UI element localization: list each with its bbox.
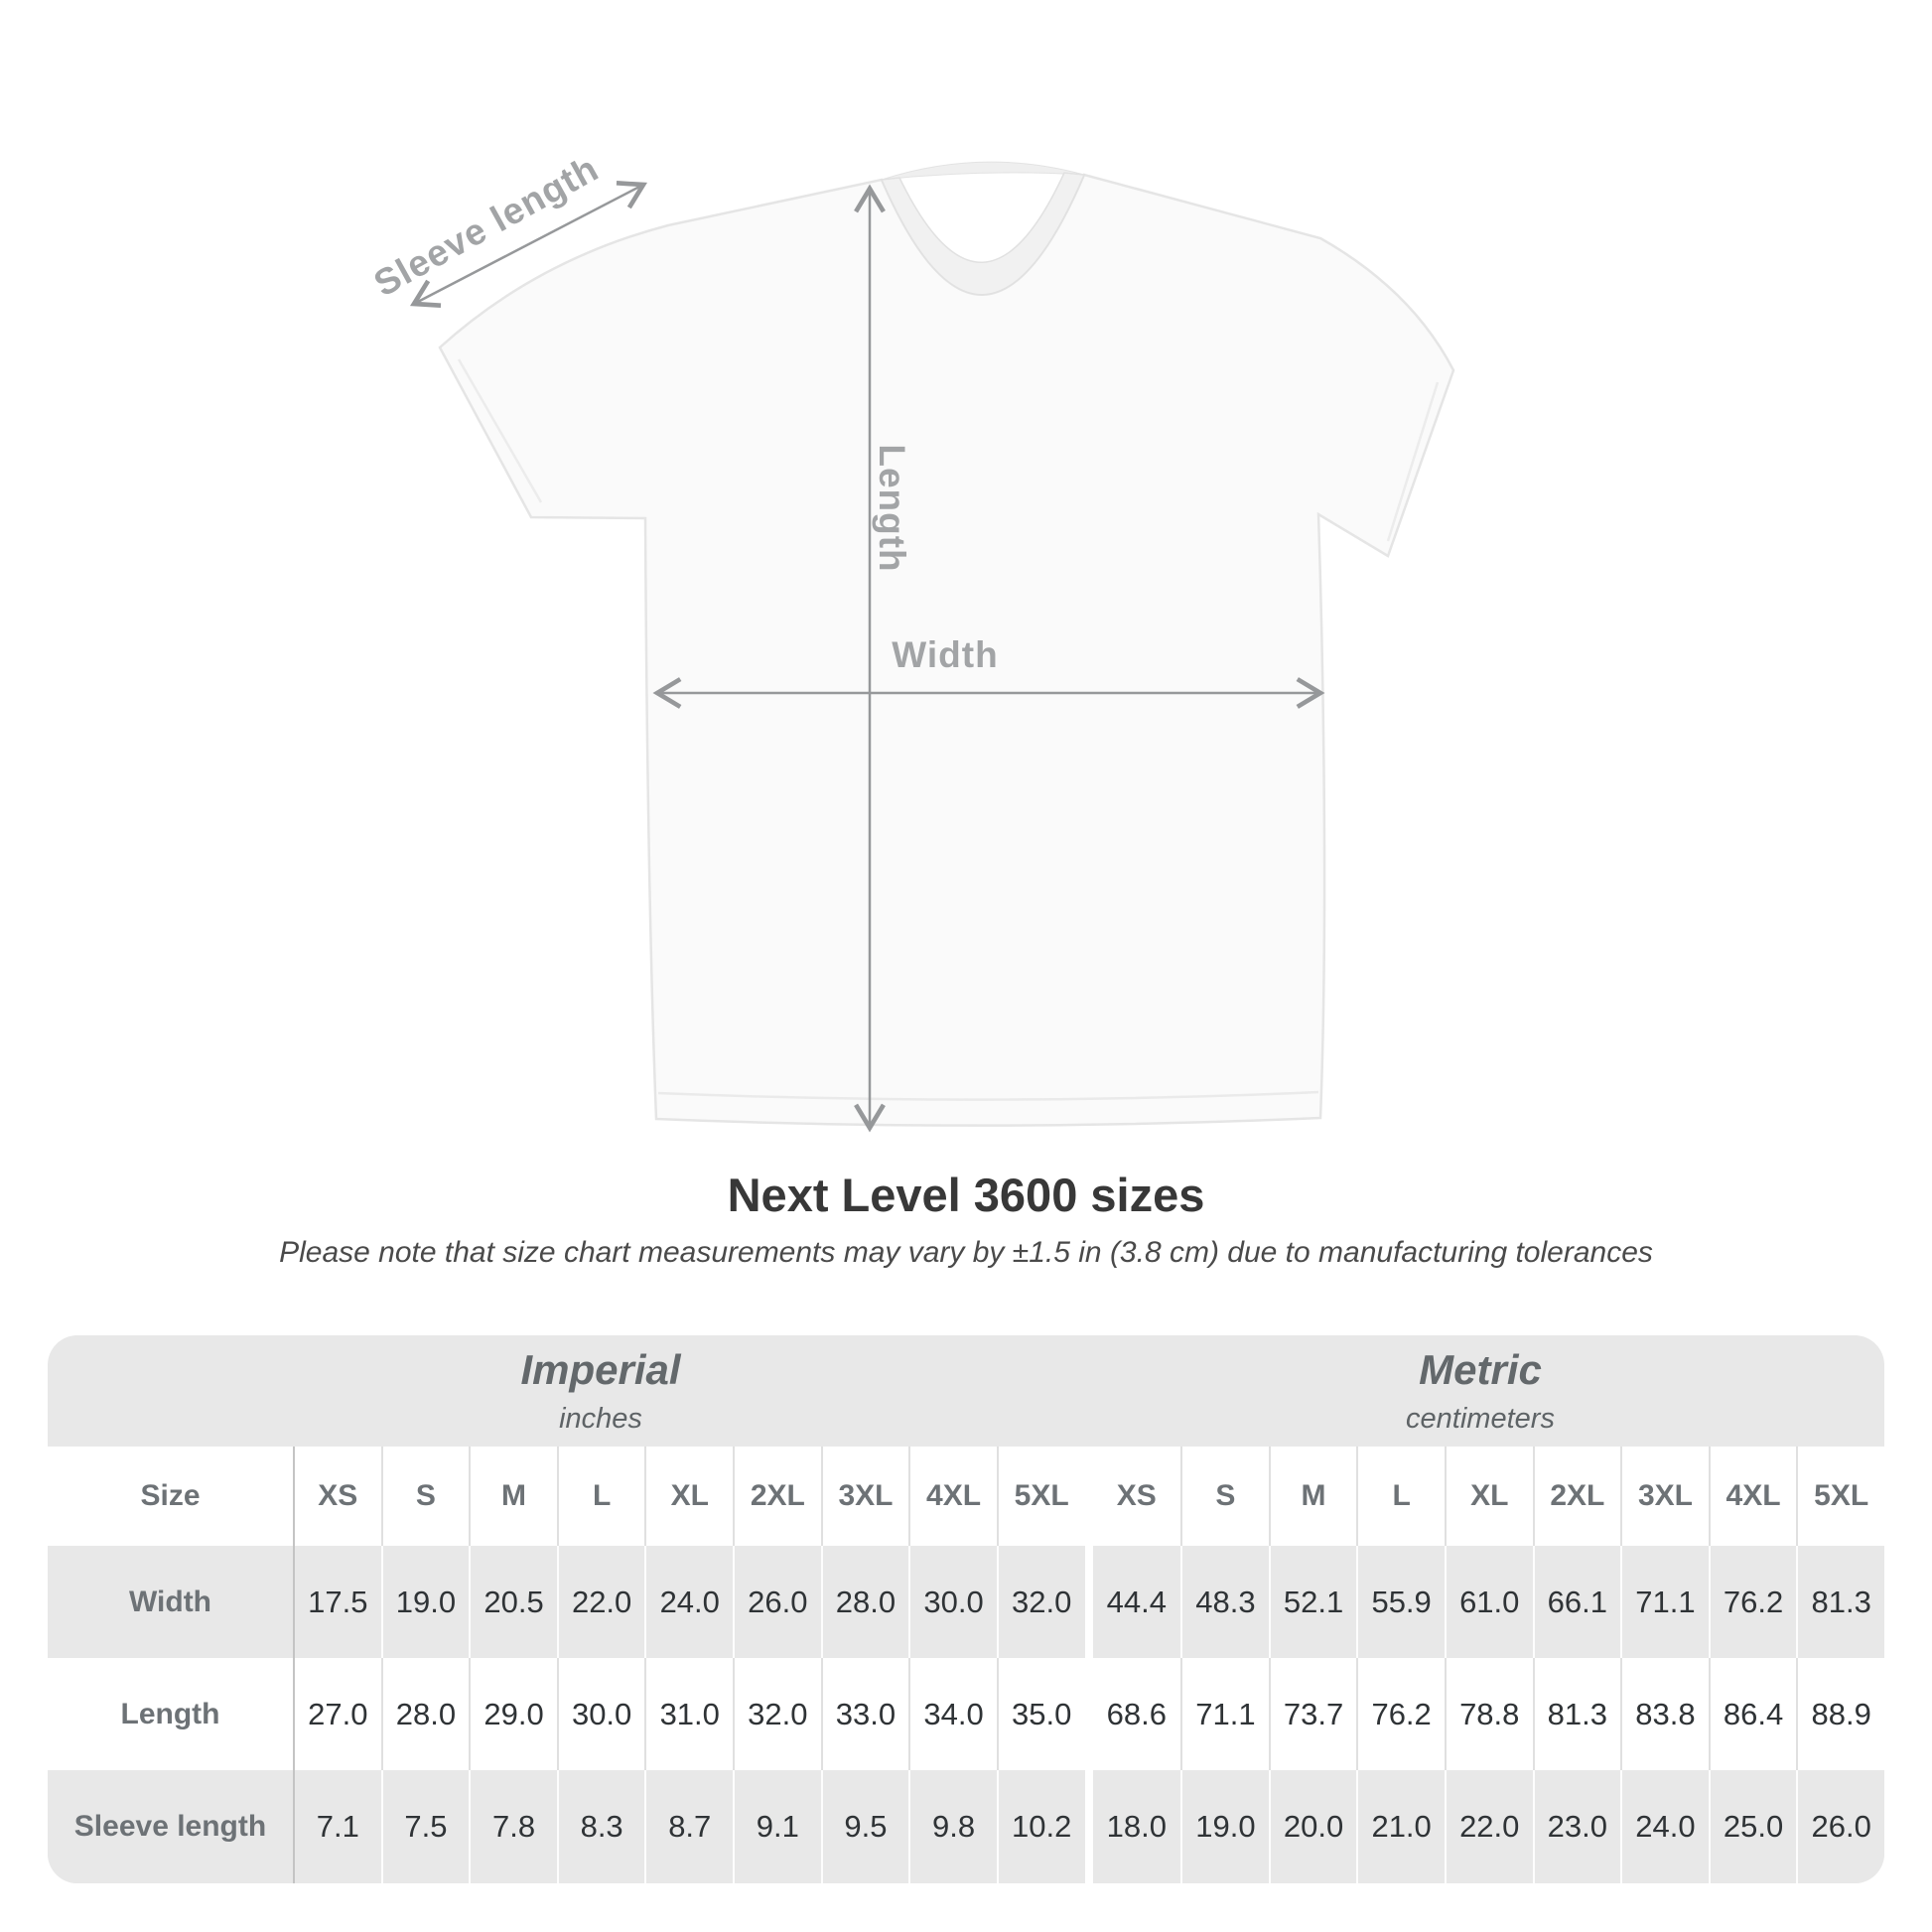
width-value-cell: 24.0 (644, 1546, 733, 1658)
sleeve-length-value-cell: 22.0 (1445, 1770, 1533, 1883)
size-header-cell: 2XL (1533, 1447, 1621, 1546)
unit-separator (1085, 1447, 1093, 1546)
unit-separator (1085, 1770, 1093, 1883)
length-value-cell: 76.2 (1356, 1658, 1445, 1770)
sleeve-length-value-cell: 19.0 (1180, 1770, 1269, 1883)
length-value-cell: 83.8 (1620, 1658, 1709, 1770)
tshirt-back-collar (882, 162, 1084, 180)
length-value-cell: 88.9 (1796, 1658, 1884, 1770)
length-value-cell: 35.0 (997, 1658, 1085, 1770)
size-header-cell: 3XL (1620, 1447, 1709, 1546)
width-value-cell: 44.4 (1106, 1584, 1167, 1619)
width-value-cell: 22.0 (557, 1546, 645, 1658)
width-value-cell: 26.0 (733, 1546, 821, 1658)
width-value-cell: 52.1 (1269, 1546, 1357, 1658)
length-value-cell: 73.7 (1269, 1658, 1357, 1770)
sleeve-length-value-cell: 9.8 (908, 1770, 997, 1883)
sleeve-length-value-cell: 9.5 (821, 1770, 909, 1883)
sleeve-length-value-cell: 20.0 (1269, 1770, 1357, 1883)
size-header-cell: XL (644, 1447, 733, 1546)
size-header-cell: L (1356, 1447, 1445, 1546)
sleeve-length-value-cell: 9.1 (733, 1770, 821, 1883)
title-block (0, 1168, 1932, 1270)
width-value-cell: 48.3 (1180, 1546, 1269, 1658)
length-value-cell: 27.0 (293, 1658, 381, 1770)
metric-label: Metric (1419, 1346, 1542, 1393)
width-value-cell: 20.5 (469, 1546, 557, 1658)
size-header-cell: M (1269, 1447, 1357, 1546)
size-header-cell: L (557, 1447, 645, 1546)
unit-separator (1085, 1658, 1093, 1770)
sleeve-length-value-cell: 10.2 (997, 1770, 1085, 1883)
size-header-cell: XL (1445, 1447, 1533, 1546)
width-value-cell: 19.0 (381, 1546, 470, 1658)
size-header-cell: 2XL (733, 1447, 821, 1546)
width-value-cell: 30.0 (908, 1546, 997, 1658)
table-row-length (48, 1658, 1884, 1770)
size-header-row (48, 1447, 1884, 1546)
size-header-cell: S (1180, 1447, 1269, 1546)
page-subtitle: Please note that size chart measurements may vary by ±1.5 in (3.8 cm) due to manufacturing tolerances (279, 1236, 1653, 1269)
page-title: Next Level 3600 sizes (727, 1169, 1205, 1221)
sleeve-length-value-cell: 8.3 (557, 1770, 645, 1883)
width-value-cell: 61.0 (1445, 1546, 1533, 1658)
size-header-cell: 4XL (908, 1447, 997, 1546)
size-header-cell: 3XL (821, 1447, 909, 1546)
sleeve-length-value-cell: 7.8 (469, 1770, 557, 1883)
unit-separator (1085, 1546, 1093, 1658)
length-value-cell: 28.0 (381, 1658, 470, 1770)
length-value-cell: 86.4 (1709, 1658, 1797, 1770)
table-row-sleeve-length (48, 1770, 1884, 1883)
length-label: Length (872, 444, 912, 573)
width-value-cell: 17.5 (293, 1546, 381, 1658)
sleeve-length-value-cell: 25.0 (1709, 1770, 1797, 1883)
length-value-cell: 32.0 (733, 1658, 821, 1770)
length-value-cell: 68.6 (1106, 1696, 1167, 1731)
width-value-cell: 28.0 (821, 1546, 909, 1658)
size-header-cell: XS (293, 1447, 381, 1546)
size-header-cell: S (381, 1447, 470, 1546)
row-label-length: Length (120, 1697, 220, 1730)
sleeve-length-value-cell: 8.7 (644, 1770, 733, 1883)
size-chart-table (48, 1335, 1884, 1883)
sleeve-length-value-cell: 23.0 (1533, 1770, 1621, 1883)
length-value-cell: 71.1 (1180, 1658, 1269, 1770)
sleeve-length-value-cell: 18.0 (1106, 1809, 1167, 1844)
length-value-cell: 33.0 (821, 1658, 909, 1770)
sleeve-length-value-cell: 7.5 (381, 1770, 470, 1883)
length-value-cell: 30.0 (557, 1658, 645, 1770)
sleeve-length-label: Sleeve length (366, 147, 606, 305)
width-value-cell: 81.3 (1796, 1546, 1884, 1658)
sleeve-length-value-cell: 7.1 (293, 1770, 381, 1883)
imperial-sublabel: inches (559, 1403, 642, 1435)
table-row-width (48, 1546, 1884, 1658)
size-header-cell: 4XL (1709, 1447, 1797, 1546)
length-value-cell: 29.0 (469, 1658, 557, 1770)
sleeve-length-value-cell: 24.0 (1620, 1770, 1709, 1883)
length-value-cell: 81.3 (1533, 1658, 1621, 1770)
sleeve-length-value-cell: 21.0 (1356, 1770, 1445, 1883)
metric-header (1406, 1335, 1555, 1447)
metric-sublabel: centimeters (1406, 1403, 1555, 1435)
length-value-cell: 78.8 (1445, 1658, 1533, 1770)
length-value-cell: 34.0 (908, 1658, 997, 1770)
size-header-cell: 5XL (997, 1447, 1085, 1546)
width-value-cell: 55.9 (1356, 1546, 1445, 1658)
size-header-cell: 5XL (1796, 1447, 1884, 1546)
unit-header-band (48, 1335, 1884, 1447)
row-label-width: Width (128, 1585, 212, 1618)
width-value-cell: 76.2 (1709, 1546, 1797, 1658)
row-label-sleeve-length: Sleeve length (73, 1810, 267, 1843)
width-label: Width (892, 634, 999, 675)
sleeve-length-value-cell: 26.0 (1796, 1770, 1884, 1883)
width-value-cell: 71.1 (1620, 1546, 1709, 1658)
size-header-cell: XS (1116, 1479, 1157, 1512)
imperial-header (520, 1335, 680, 1447)
width-value-cell: 66.1 (1533, 1546, 1621, 1658)
size-header-cell: M (469, 1447, 557, 1546)
length-value-cell: 31.0 (644, 1658, 733, 1770)
imperial-label: Imperial (520, 1346, 681, 1393)
size-row-label: Size (140, 1479, 201, 1512)
width-value-cell: 32.0 (997, 1546, 1085, 1658)
